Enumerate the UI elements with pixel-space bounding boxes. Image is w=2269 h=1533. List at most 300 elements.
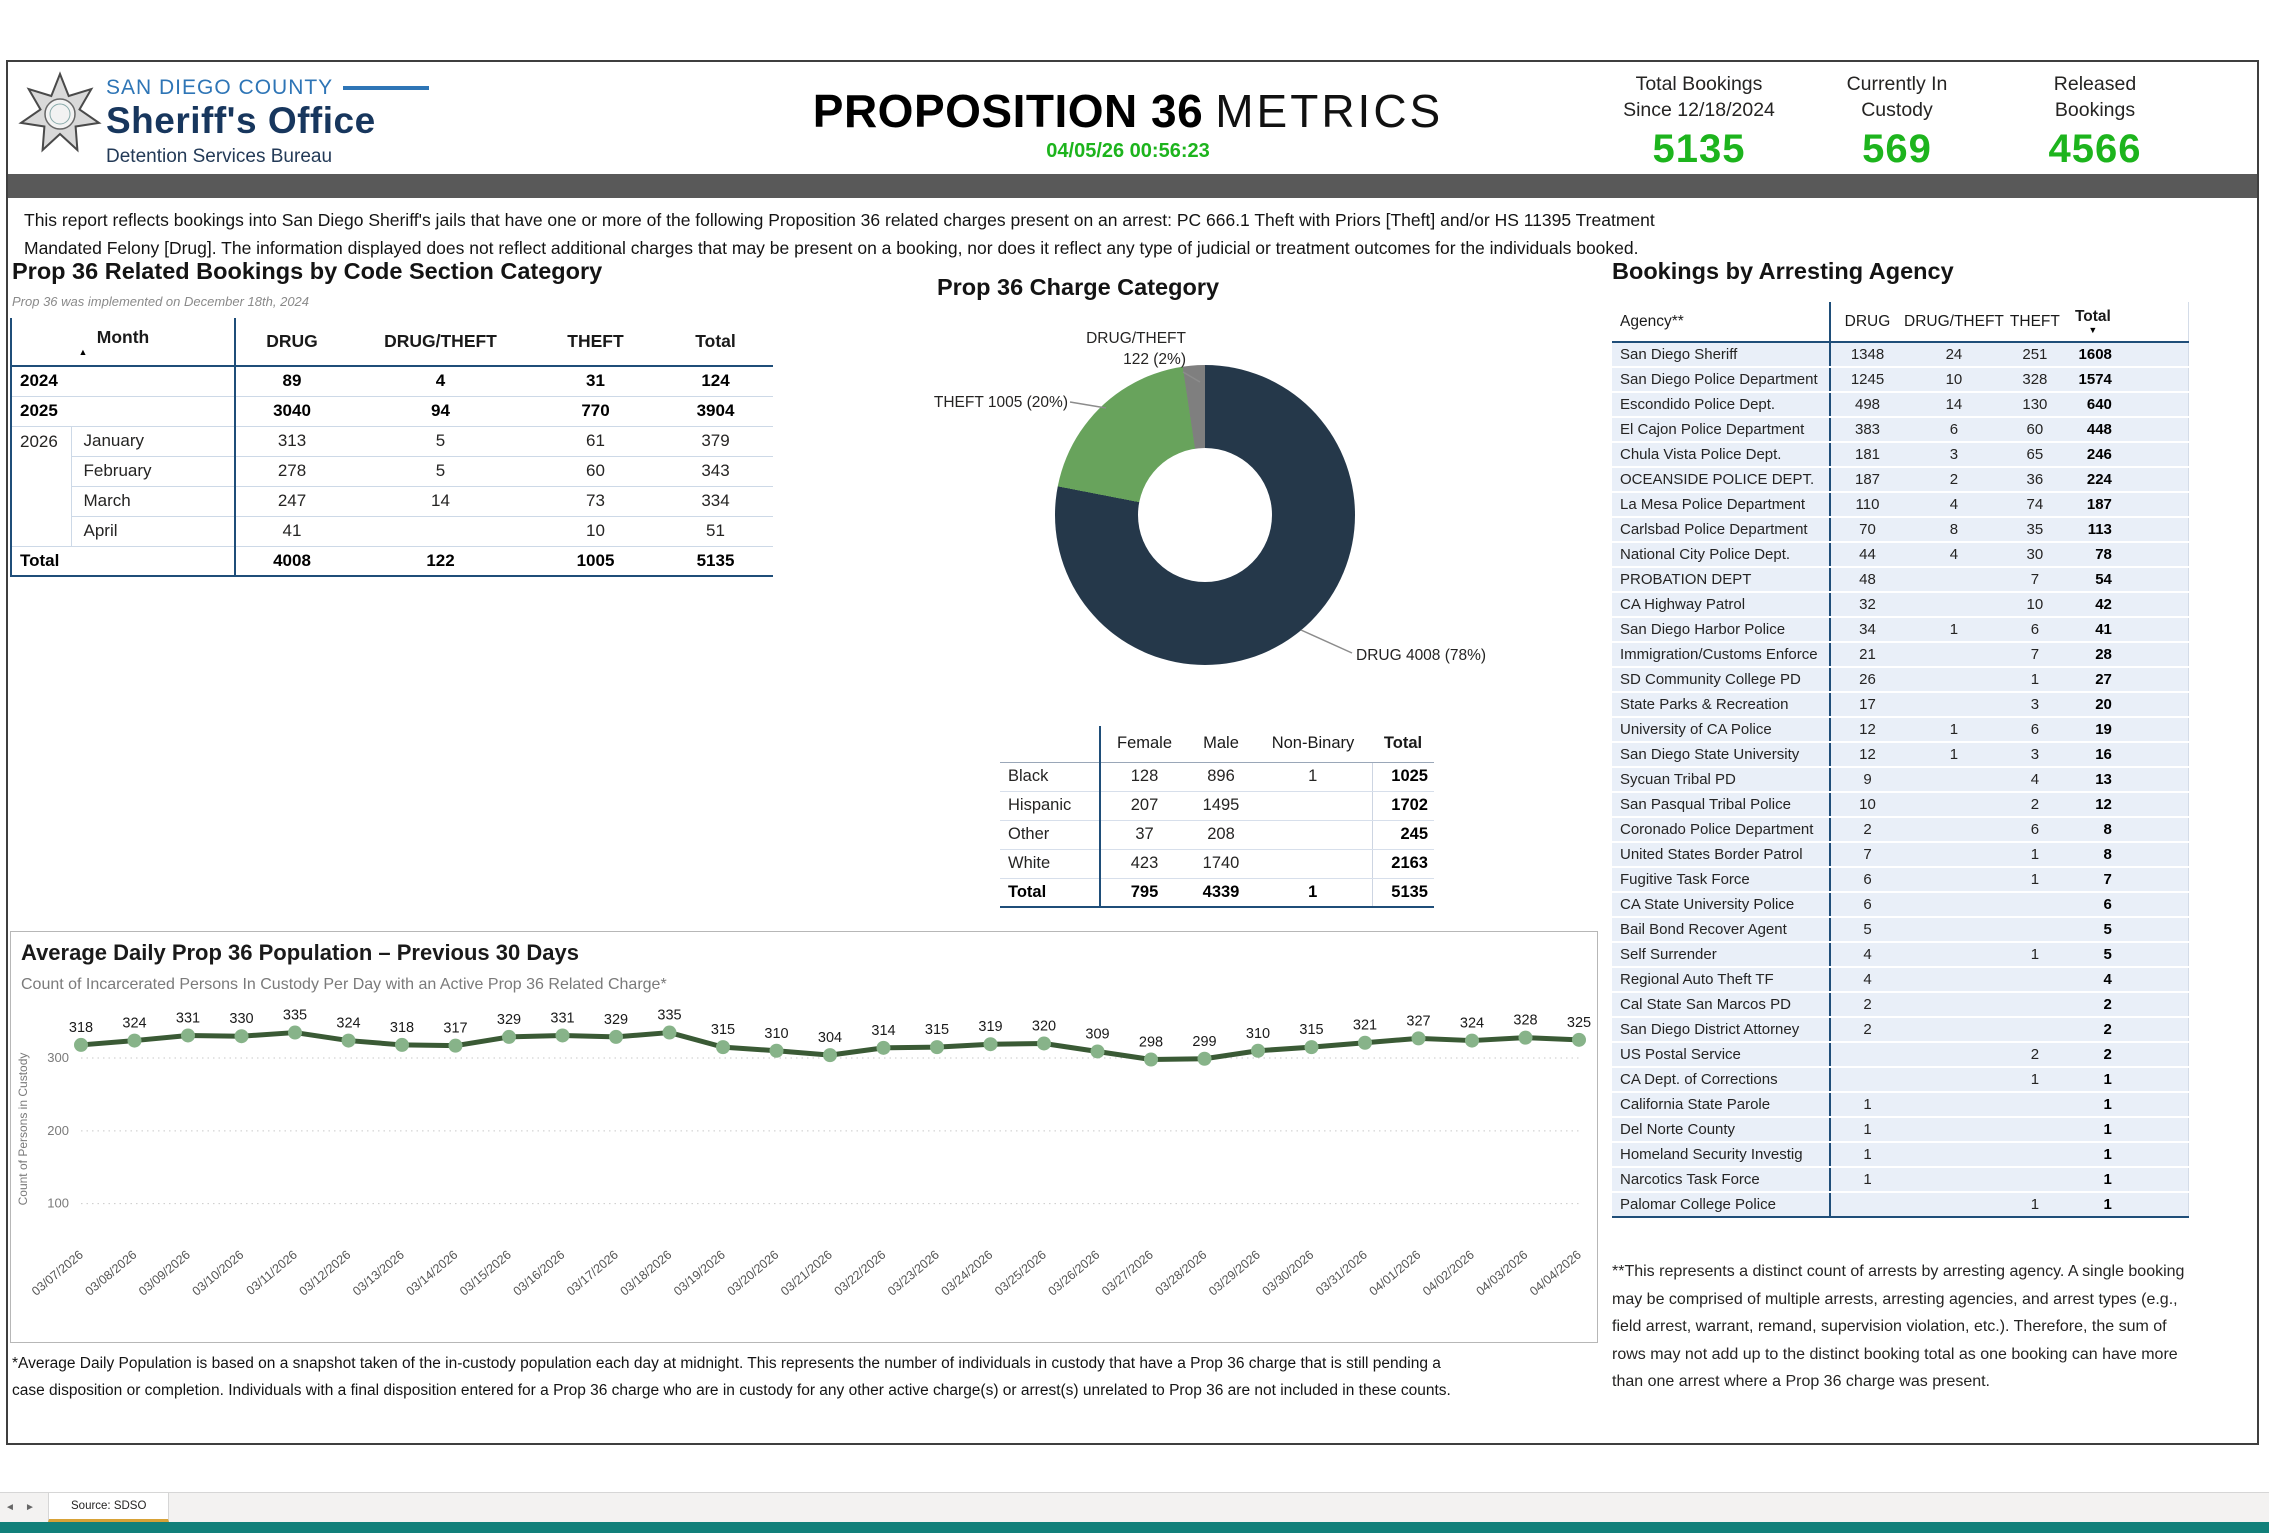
filler-cell[interactable]: [2120, 892, 2189, 917]
total-cell[interactable]: 41: [2066, 617, 2120, 642]
theft-cell[interactable]: 6: [2004, 617, 2066, 642]
total-cell[interactable]: 1608: [2066, 342, 2120, 367]
agency-name-cell[interactable]: Sycuan Tribal PD: [1612, 767, 1830, 792]
agency-row[interactable]: [1612, 517, 2189, 542]
filler-cell[interactable]: [2120, 1192, 2189, 1217]
filler-cell[interactable]: [2120, 967, 2189, 992]
theft-cell[interactable]: 6: [2004, 817, 2066, 842]
agency-row[interactable]: [1612, 392, 2189, 417]
theft-cell[interactable]: 61: [533, 426, 658, 456]
agency-row[interactable]: [1612, 1042, 2189, 1067]
drug-theft-cell[interactable]: [1904, 967, 2004, 992]
filler-cell[interactable]: [2120, 817, 2189, 842]
month-cell[interactable]: April: [71, 516, 235, 546]
drug-theft-cell[interactable]: 6: [1904, 417, 2004, 442]
theft-cell[interactable]: 1: [2004, 842, 2066, 867]
filler-cell[interactable]: [2120, 542, 2189, 567]
drug-cell[interactable]: 1: [1830, 1167, 1904, 1192]
total-cell[interactable]: 28: [2066, 642, 2120, 667]
theft-cell[interactable]: 1: [2004, 1192, 2066, 1217]
theft-cell[interactable]: 1: [2004, 942, 2066, 967]
total-cell[interactable]: 27: [2066, 667, 2120, 692]
drug-theft-cell[interactable]: 4: [348, 366, 533, 396]
male-cell[interactable]: 4339: [1188, 878, 1254, 907]
filler-cell[interactable]: [2120, 717, 2189, 742]
total-cell[interactable]: 1: [2066, 1142, 2120, 1167]
theft-cell[interactable]: 2: [2004, 792, 2066, 817]
agency-col-drug-theft[interactable]: DRUG/THEFT: [1904, 302, 2004, 342]
drug-cell[interactable]: 12: [1830, 717, 1904, 742]
total-label-cell[interactable]: Total: [11, 546, 235, 576]
agency-row[interactable]: [1612, 567, 2189, 592]
total-cell[interactable]: 42: [2066, 592, 2120, 617]
total-cell[interactable]: 1: [2066, 1192, 2120, 1217]
total-cell[interactable]: 12: [2066, 792, 2120, 817]
month-cell[interactable]: March: [71, 486, 235, 516]
total-cell[interactable]: 20: [2066, 692, 2120, 717]
male-cell[interactable]: 208: [1188, 820, 1254, 849]
drug-theft-cell[interactable]: [1904, 567, 2004, 592]
theft-cell[interactable]: [2004, 1092, 2066, 1117]
bookings-by-agency-table[interactable]: [1612, 302, 2189, 1218]
agency-row[interactable]: [1612, 367, 2189, 392]
drug-cell[interactable]: 48: [1830, 567, 1904, 592]
drug-theft-cell[interactable]: [1904, 1117, 2004, 1142]
total-cell[interactable]: 54: [2066, 567, 2120, 592]
agency-row[interactable]: [1612, 667, 2189, 692]
total-cell[interactable]: 1: [2066, 1117, 2120, 1142]
filler-cell[interactable]: [2120, 517, 2189, 542]
agency-col-agency[interactable]: Agency**: [1612, 302, 1830, 342]
demographics-row[interactable]: [1000, 762, 1434, 791]
bookings-row[interactable]: [11, 396, 773, 426]
agency-col-theft[interactable]: THEFT: [2004, 302, 2066, 342]
agency-name-cell[interactable]: La Mesa Police Department: [1612, 492, 1830, 517]
female-cell[interactable]: 128: [1100, 762, 1188, 791]
total-cell[interactable]: 5135: [1372, 878, 1434, 907]
demographics-row[interactable]: [1000, 849, 1434, 878]
agency-name-cell[interactable]: Fugitive Task Force: [1612, 867, 1830, 892]
theft-cell[interactable]: 35: [2004, 517, 2066, 542]
theft-cell[interactable]: [2004, 892, 2066, 917]
agency-row[interactable]: [1612, 692, 2189, 717]
theft-cell[interactable]: 7: [2004, 567, 2066, 592]
drug-theft-cell[interactable]: 5: [348, 426, 533, 456]
agency-name-cell[interactable]: California State Parole: [1612, 1092, 1830, 1117]
agency-row[interactable]: [1612, 1017, 2189, 1042]
total-cell[interactable]: 2: [2066, 1042, 2120, 1067]
female-cell[interactable]: 37: [1100, 820, 1188, 849]
theft-cell[interactable]: 10: [533, 516, 658, 546]
race-cell[interactable]: Black: [1000, 762, 1100, 791]
drug-theft-cell[interactable]: [1904, 842, 2004, 867]
bookings-row[interactable]: [11, 516, 773, 546]
month-cell[interactable]: January: [71, 426, 235, 456]
agency-row[interactable]: [1612, 792, 2189, 817]
race-cell[interactable]: Total: [1000, 878, 1100, 907]
filler-cell[interactable]: [2120, 942, 2189, 967]
agency-name-cell[interactable]: Immigration/Customs Enforce: [1612, 642, 1830, 667]
agency-name-cell[interactable]: OCEANSIDE POLICE DEPT.: [1612, 467, 1830, 492]
agency-name-cell[interactable]: San Diego State University: [1612, 742, 1830, 767]
drug-cell[interactable]: 1: [1830, 1092, 1904, 1117]
drug-cell[interactable]: 70: [1830, 517, 1904, 542]
theft-cell[interactable]: 1005: [533, 546, 658, 576]
race-cell[interactable]: Hispanic: [1000, 791, 1100, 820]
total-cell[interactable]: 5: [2066, 942, 2120, 967]
filler-cell[interactable]: [2120, 467, 2189, 492]
agency-name-cell[interactable]: Palomar College Police: [1612, 1192, 1830, 1217]
agency-row[interactable]: [1612, 1117, 2189, 1142]
filler-cell[interactable]: [2120, 1092, 2189, 1117]
total-cell[interactable]: 124: [658, 366, 773, 396]
total-cell[interactable]: 8: [2066, 842, 2120, 867]
race-cell[interactable]: White: [1000, 849, 1100, 878]
nonbinary-cell[interactable]: [1254, 849, 1372, 878]
drug-theft-cell[interactable]: [1904, 892, 2004, 917]
filler-cell[interactable]: [2120, 1067, 2189, 1092]
agency-name-cell[interactable]: PROBATION DEPT: [1612, 567, 1830, 592]
agency-name-cell[interactable]: San Pasqual Tribal Police: [1612, 792, 1830, 817]
filler-cell[interactable]: [2120, 992, 2189, 1017]
theft-cell[interactable]: 251: [2004, 342, 2066, 367]
theft-cell[interactable]: [2004, 992, 2066, 1017]
agency-row[interactable]: [1612, 417, 2189, 442]
theft-cell[interactable]: 65: [2004, 442, 2066, 467]
theft-cell[interactable]: 6: [2004, 717, 2066, 742]
year-cell[interactable]: 2026: [11, 426, 71, 546]
total-cell[interactable]: 5: [2066, 917, 2120, 942]
agency-name-cell[interactable]: San Diego Police Department: [1612, 367, 1830, 392]
agency-name-cell[interactable]: Carlsbad Police Department: [1612, 517, 1830, 542]
drug-theft-cell[interactable]: 1: [1904, 617, 2004, 642]
demographics-row[interactable]: [1000, 820, 1434, 849]
filler-cell[interactable]: [2120, 492, 2189, 517]
total-cell[interactable]: 334: [658, 486, 773, 516]
drug-theft-cell[interactable]: 14: [1904, 392, 2004, 417]
bookings-col-month[interactable]: [11, 318, 235, 366]
drug-cell[interactable]: 26: [1830, 667, 1904, 692]
nonbinary-cell[interactable]: [1254, 820, 1372, 849]
agency-name-cell[interactable]: US Postal Service: [1612, 1042, 1830, 1067]
filler-cell[interactable]: [2120, 442, 2189, 467]
agency-name-cell[interactable]: SD Community College PD: [1612, 667, 1830, 692]
bookings-by-code-table[interactable]: [10, 318, 773, 577]
theft-cell[interactable]: 36: [2004, 467, 2066, 492]
filler-cell[interactable]: [2120, 392, 2189, 417]
theft-cell[interactable]: [2004, 1117, 2066, 1142]
agency-name-cell[interactable]: San Diego Sheriff: [1612, 342, 1830, 367]
theft-cell[interactable]: 1: [2004, 667, 2066, 692]
agency-name-cell[interactable]: CA Dept. of Corrections: [1612, 1067, 1830, 1092]
race-cell[interactable]: Other: [1000, 820, 1100, 849]
theft-cell[interactable]: [2004, 1142, 2066, 1167]
drug-theft-cell[interactable]: 1: [1904, 742, 2004, 767]
theft-cell[interactable]: 3: [2004, 692, 2066, 717]
agency-row[interactable]: [1612, 1142, 2189, 1167]
drug-cell[interactable]: 21: [1830, 642, 1904, 667]
agency-row[interactable]: [1612, 467, 2189, 492]
agency-row[interactable]: [1612, 992, 2189, 1017]
agency-row[interactable]: [1612, 1067, 2189, 1092]
total-cell[interactable]: 3904: [658, 396, 773, 426]
drug-cell[interactable]: [1830, 1042, 1904, 1067]
agency-name-cell[interactable]: Regional Auto Theft TF: [1612, 967, 1830, 992]
agency-name-cell[interactable]: Homeland Security Investig: [1612, 1142, 1830, 1167]
drug-cell[interactable]: 32: [1830, 592, 1904, 617]
filler-cell[interactable]: [2120, 1042, 2189, 1067]
agency-row[interactable]: [1612, 717, 2189, 742]
drug-cell[interactable]: 2: [1830, 1017, 1904, 1042]
drug-cell[interactable]: 9: [1830, 767, 1904, 792]
drug-cell[interactable]: 3040: [235, 396, 348, 426]
drug-cell[interactable]: 313: [235, 426, 348, 456]
theft-cell[interactable]: 73: [533, 486, 658, 516]
filler-cell[interactable]: [2120, 342, 2189, 367]
prev-page-button[interactable]: ◄: [5, 1502, 15, 1513]
bookings-col-total[interactable]: Total: [658, 318, 773, 366]
demographics-row[interactable]: [1000, 791, 1434, 820]
bookings-row[interactable]: [11, 486, 773, 516]
drug-cell[interactable]: 181: [1830, 442, 1904, 467]
demographics-table[interactable]: [1000, 726, 1434, 908]
total-cell[interactable]: 1025: [1372, 762, 1434, 791]
filler-cell[interactable]: [2120, 367, 2189, 392]
agency-row[interactable]: [1612, 642, 2189, 667]
drug-cell[interactable]: 383: [1830, 417, 1904, 442]
drug-cell[interactable]: 110: [1830, 492, 1904, 517]
male-cell[interactable]: 1495: [1188, 791, 1254, 820]
theft-cell[interactable]: [2004, 917, 2066, 942]
agency-row[interactable]: [1612, 967, 2189, 992]
filler-cell[interactable]: [2120, 642, 2189, 667]
theft-cell[interactable]: [2004, 967, 2066, 992]
drug-theft-cell[interactable]: 2: [1904, 467, 2004, 492]
total-cell[interactable]: 6: [2066, 892, 2120, 917]
drug-cell[interactable]: 1: [1830, 1142, 1904, 1167]
drug-theft-cell[interactable]: [1904, 1067, 2004, 1092]
drug-cell[interactable]: 2: [1830, 817, 1904, 842]
theft-cell[interactable]: 31: [533, 366, 658, 396]
agency-name-cell[interactable]: Bail Bond Recover Agent: [1612, 917, 1830, 942]
total-cell[interactable]: 448: [2066, 417, 2120, 442]
total-cell[interactable]: 113: [2066, 517, 2120, 542]
total-cell[interactable]: 78: [2066, 542, 2120, 567]
drug-cell[interactable]: 12: [1830, 742, 1904, 767]
agency-name-cell[interactable]: San Diego District Attorney: [1612, 1017, 1830, 1042]
filler-cell[interactable]: [2120, 792, 2189, 817]
drug-theft-cell[interactable]: [1904, 867, 2004, 892]
total-cell[interactable]: 1: [2066, 1067, 2120, 1092]
drug-theft-cell[interactable]: 122: [348, 546, 533, 576]
drug-cell[interactable]: 6: [1830, 867, 1904, 892]
demographics-col-total[interactable]: Total: [1372, 726, 1434, 762]
agency-row[interactable]: [1612, 592, 2189, 617]
filler-cell[interactable]: [2120, 1117, 2189, 1142]
bookings-col-theft[interactable]: THEFT: [533, 318, 658, 366]
agency-row[interactable]: [1612, 767, 2189, 792]
drug-theft-cell[interactable]: 24: [1904, 342, 2004, 367]
theft-cell[interactable]: 74: [2004, 492, 2066, 517]
demographics-col-race[interactable]: [1000, 726, 1100, 762]
drug-cell[interactable]: 2: [1830, 992, 1904, 1017]
drug-cell[interactable]: 187: [1830, 467, 1904, 492]
bookings-col-drug[interactable]: DRUG: [235, 318, 348, 366]
bookings-row[interactable]: [11, 366, 773, 396]
drug-theft-cell[interactable]: [1904, 1167, 2004, 1192]
agency-row[interactable]: [1612, 942, 2189, 967]
total-cell[interactable]: 51: [658, 516, 773, 546]
total-cell[interactable]: 224: [2066, 467, 2120, 492]
agency-row[interactable]: [1612, 917, 2189, 942]
total-cell[interactable]: 2: [2066, 1017, 2120, 1042]
total-cell[interactable]: 640: [2066, 392, 2120, 417]
drug-theft-cell[interactable]: 8: [1904, 517, 2004, 542]
filler-cell[interactable]: [2120, 917, 2189, 942]
total-cell[interactable]: 7: [2066, 867, 2120, 892]
nonbinary-cell[interactable]: 1: [1254, 878, 1372, 907]
agency-row[interactable]: [1612, 492, 2189, 517]
filler-cell[interactable]: [2120, 417, 2189, 442]
total-cell[interactable]: 8: [2066, 817, 2120, 842]
male-cell[interactable]: 1740: [1188, 849, 1254, 878]
agency-name-cell[interactable]: Coronado Police Department: [1612, 817, 1830, 842]
total-cell[interactable]: 1: [2066, 1167, 2120, 1192]
filler-cell[interactable]: [2120, 692, 2189, 717]
drug-theft-cell[interactable]: [1904, 642, 2004, 667]
drug-theft-cell[interactable]: [1904, 592, 2004, 617]
agency-name-cell[interactable]: Self Surrender: [1612, 942, 1830, 967]
nonbinary-cell[interactable]: 1: [1254, 762, 1372, 791]
drug-theft-cell[interactable]: [1904, 1142, 2004, 1167]
drug-theft-cell[interactable]: [348, 516, 533, 546]
filler-cell[interactable]: [2120, 867, 2189, 892]
drug-cell[interactable]: 4008: [235, 546, 348, 576]
filler-cell[interactable]: [2120, 1167, 2189, 1192]
theft-cell[interactable]: 2: [2004, 1042, 2066, 1067]
drug-cell[interactable]: 4: [1830, 967, 1904, 992]
drug-theft-cell[interactable]: [1904, 792, 2004, 817]
theft-cell[interactable]: 10: [2004, 592, 2066, 617]
agency-name-cell[interactable]: San Diego Harbor Police: [1612, 617, 1830, 642]
drug-cell[interactable]: 5: [1830, 917, 1904, 942]
theft-cell[interactable]: 7: [2004, 642, 2066, 667]
agency-row[interactable]: [1612, 342, 2189, 367]
filler-cell[interactable]: [2120, 617, 2189, 642]
drug-cell[interactable]: 498: [1830, 392, 1904, 417]
drug-cell[interactable]: 1: [1830, 1117, 1904, 1142]
agency-row[interactable]: [1612, 842, 2189, 867]
agency-col-drug[interactable]: DRUG: [1830, 302, 1904, 342]
filler-cell[interactable]: [2120, 1142, 2189, 1167]
drug-theft-cell[interactable]: [1904, 1092, 2004, 1117]
total-cell[interactable]: 1: [2066, 1092, 2120, 1117]
bookings-row[interactable]: [11, 456, 773, 486]
drug-theft-cell[interactable]: [1904, 1192, 2004, 1217]
theft-cell[interactable]: 60: [533, 456, 658, 486]
female-cell[interactable]: 207: [1100, 791, 1188, 820]
drug-cell[interactable]: 10: [1830, 792, 1904, 817]
drug-theft-cell[interactable]: 3: [1904, 442, 2004, 467]
agency-row[interactable]: [1612, 1092, 2189, 1117]
tab-source-sdso[interactable]: Source: SDSO: [48, 1493, 169, 1522]
bookings-col-drug-theft[interactable]: DRUG/THEFT: [348, 318, 533, 366]
bookings-total-row[interactable]: [11, 546, 773, 576]
agency-name-cell[interactable]: CA State University Police: [1612, 892, 1830, 917]
theft-cell[interactable]: 1: [2004, 867, 2066, 892]
theft-cell[interactable]: 1: [2004, 1067, 2066, 1092]
agency-row[interactable]: [1612, 742, 2189, 767]
drug-theft-cell[interactable]: [1904, 667, 2004, 692]
agency-name-cell[interactable]: United States Border Patrol: [1612, 842, 1830, 867]
drug-cell[interactable]: 34: [1830, 617, 1904, 642]
year-cell[interactable]: 2024: [11, 366, 235, 396]
agency-row[interactable]: [1612, 817, 2189, 842]
theft-cell[interactable]: 4: [2004, 767, 2066, 792]
drug-theft-cell[interactable]: 4: [1904, 492, 2004, 517]
total-cell[interactable]: 1702: [1372, 791, 1434, 820]
total-cell[interactable]: 4: [2066, 967, 2120, 992]
year-cell[interactable]: 2025: [11, 396, 235, 426]
next-page-button[interactable]: ►: [25, 1502, 35, 1513]
drug-cell[interactable]: 17: [1830, 692, 1904, 717]
drug-cell[interactable]: 278: [235, 456, 348, 486]
theft-cell[interactable]: 60: [2004, 417, 2066, 442]
theft-cell[interactable]: [2004, 1167, 2066, 1192]
filler-cell[interactable]: [2120, 1017, 2189, 1042]
agency-row[interactable]: [1612, 1192, 2189, 1217]
drug-cell[interactable]: 44: [1830, 542, 1904, 567]
drug-theft-cell[interactable]: [1904, 767, 2004, 792]
theft-cell[interactable]: 3: [2004, 742, 2066, 767]
theft-cell[interactable]: 328: [2004, 367, 2066, 392]
total-cell[interactable]: 16: [2066, 742, 2120, 767]
total-cell[interactable]: 245: [1372, 820, 1434, 849]
agency-row[interactable]: [1612, 892, 2189, 917]
total-cell[interactable]: 5135: [658, 546, 773, 576]
agency-row[interactable]: [1612, 867, 2189, 892]
demographics-row[interactable]: [1000, 878, 1434, 907]
demographics-col-nonbinary[interactable]: Non-Binary: [1254, 726, 1372, 762]
drug-theft-cell[interactable]: 14: [348, 486, 533, 516]
agency-name-cell[interactable]: Cal State San Marcos PD: [1612, 992, 1830, 1017]
theft-cell[interactable]: 770: [533, 396, 658, 426]
drug-theft-cell[interactable]: [1904, 692, 2004, 717]
drug-theft-cell[interactable]: [1904, 1017, 2004, 1042]
charge-category-donut-chart[interactable]: [1055, 365, 1355, 665]
total-cell[interactable]: 246: [2066, 442, 2120, 467]
filler-cell[interactable]: [2120, 767, 2189, 792]
nonbinary-cell[interactable]: [1254, 791, 1372, 820]
total-cell[interactable]: 1574: [2066, 367, 2120, 392]
drug-theft-cell[interactable]: 4: [1904, 542, 2004, 567]
agency-name-cell[interactable]: Del Norte County: [1612, 1117, 1830, 1142]
daily-population-line-chart[interactable]: [13, 1002, 1593, 1337]
total-cell[interactable]: 19: [2066, 717, 2120, 742]
month-cell[interactable]: February: [71, 456, 235, 486]
demographics-col-male[interactable]: Male: [1188, 726, 1254, 762]
drug-cell[interactable]: 247: [235, 486, 348, 516]
total-cell[interactable]: 379: [658, 426, 773, 456]
drug-theft-cell[interactable]: 1: [1904, 717, 2004, 742]
agency-name-cell[interactable]: State Parks & Recreation: [1612, 692, 1830, 717]
drug-theft-cell[interactable]: [1904, 817, 2004, 842]
female-cell[interactable]: 423: [1100, 849, 1188, 878]
agency-name-cell[interactable]: Escondido Police Dept.: [1612, 392, 1830, 417]
filler-cell[interactable]: [2120, 667, 2189, 692]
drug-cell[interactable]: 89: [235, 366, 348, 396]
drug-cell[interactable]: [1830, 1192, 1904, 1217]
